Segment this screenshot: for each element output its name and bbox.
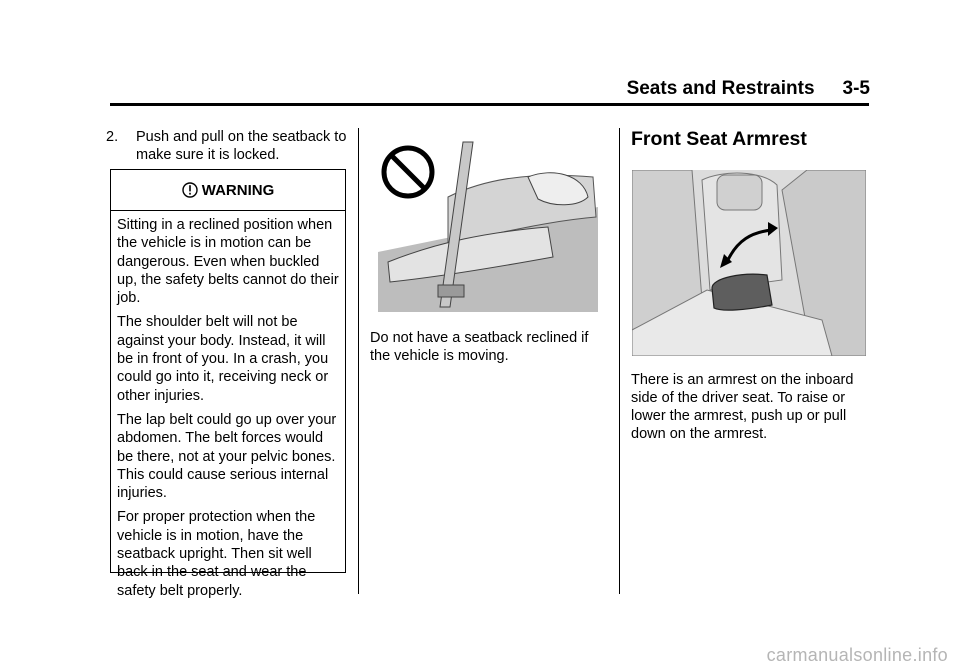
section-title: Seats and Restraints <box>626 78 815 99</box>
step-list <box>106 128 348 164</box>
column-divider <box>358 128 359 594</box>
armrest-heading: Front Seat Armrest <box>631 128 807 150</box>
armrest-illustration <box>632 170 866 356</box>
reclined-seat-illustration <box>378 137 598 312</box>
warning-icon <box>182 182 198 198</box>
page-number: 3-5 <box>842 78 870 99</box>
warning-paragraph: The lap belt could go up over your abdomen. The belt forces would be there, not at your pelvic bones. This could cause serious internal injuries. <box>117 411 337 502</box>
warning-paragraph: For proper protection when the vehicle is in motion, have the seatback upright. Then sit well back in the seat and wear the safety belt properly. <box>117 509 316 599</box>
warning-paragraph: Sitting in a reclined position when the vehicle is in motion can be dangerous. Even when buckled up, the safety belts cannot do their job. <box>117 217 339 307</box>
header-rule <box>110 103 869 106</box>
step-text: Push and pull on the seatback to make sure it is locked. <box>136 129 347 163</box>
warning-header <box>111 170 345 211</box>
reclined-caption: Do not have a seatback reclined if the vehicle is moving. <box>370 330 589 364</box>
armrest-text: There is an armrest on the inboard side of the driver seat. To raise or lower the armrest, push up or pull down on the armrest. <box>631 372 854 442</box>
step-number: 2. <box>106 129 119 145</box>
column-divider <box>619 128 620 594</box>
warning-box <box>110 169 346 599</box>
warning-paragraph: The shoulder belt will not be against your body. Instead, it will be in front of you. In a crash, you could go into it, receiving neck or other injuries. <box>117 314 329 404</box>
watermark: carmanualsonline.info <box>766 645 948 665</box>
warning-title: WARNING <box>201 181 275 199</box>
step-item <box>106 128 348 164</box>
page-header <box>0 78 870 100</box>
warning-body <box>111 211 345 600</box>
